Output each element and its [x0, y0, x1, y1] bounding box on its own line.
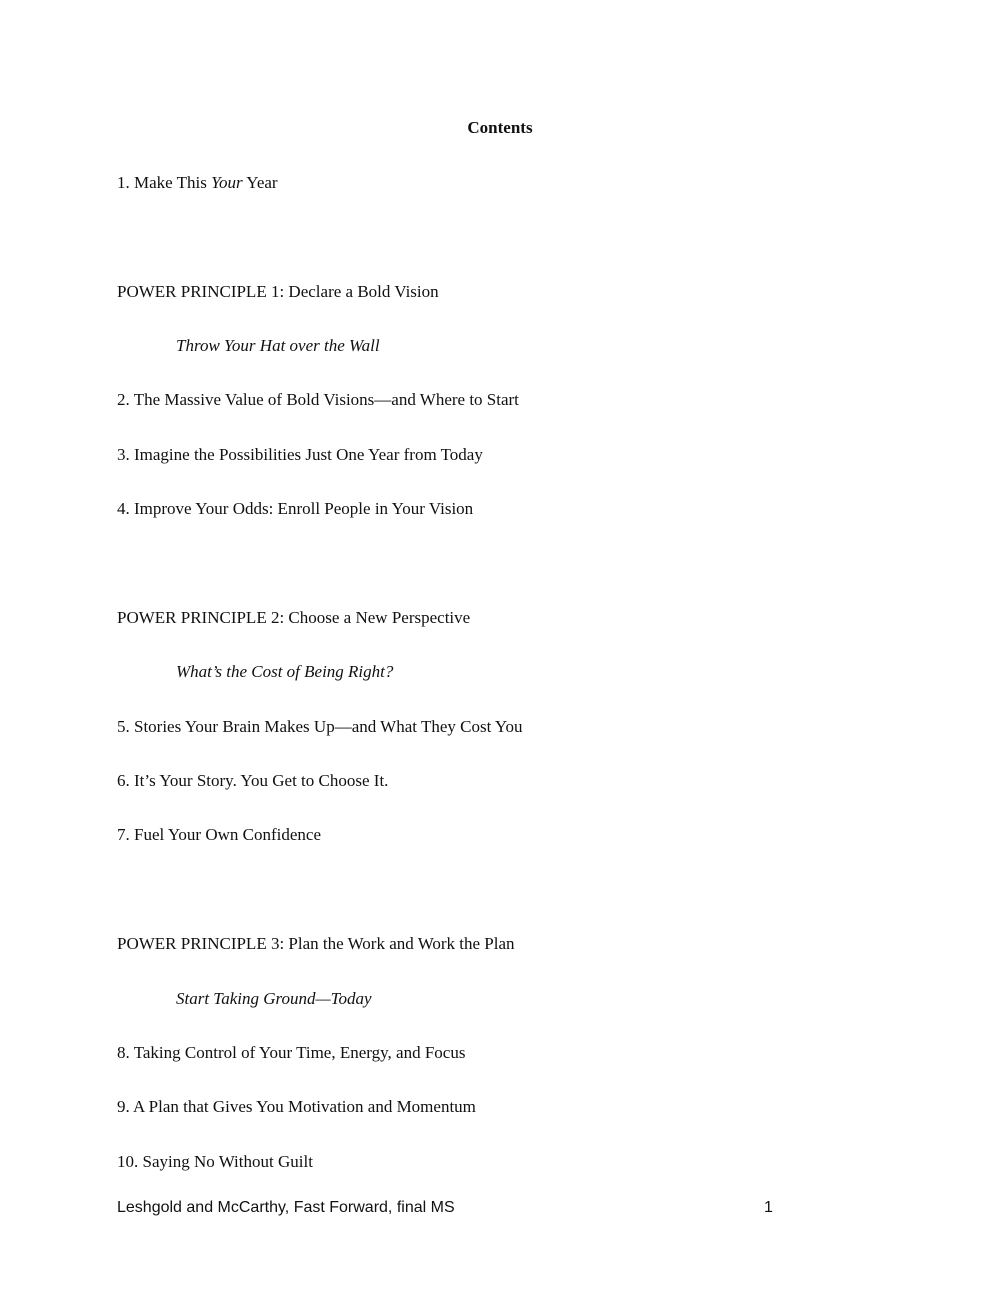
- toc-entry-chapter-9: 9. A Plan that Gives You Motivation and Momentum: [117, 1097, 476, 1116]
- toc-power-principle-1: POWER PRINCIPLE 1: Declare a Bold Vision: [117, 282, 439, 301]
- page-title: Contents: [467, 118, 533, 137]
- toc-entry-chapter-5: 5. Stories Your Brain Makes Up—and What They Cost You: [117, 717, 523, 736]
- toc-entry-suffix: Year: [242, 173, 278, 192]
- toc-power-principle-2: POWER PRINCIPLE 2: Choose a New Perspective: [117, 608, 471, 627]
- toc-entry-chapter-4: 4. Improve Your Odds: Enroll People in Your Vision: [117, 499, 474, 518]
- toc-principle-3-subtitle: Start Taking Ground—Today: [176, 989, 372, 1008]
- toc-entry-chapter-8: 8. Taking Control of Your Time, Energy, and Focus: [117, 1043, 466, 1062]
- toc-entry-chapter-1: [117, 172, 278, 194]
- toc-entry-chapter-6: 6. It’s Your Story. You Get to Choose It.: [117, 771, 389, 790]
- toc-power-principle-3: POWER PRINCIPLE 3: Plan the Work and Work the Plan: [117, 934, 515, 953]
- toc-entry-emphasis: Your: [211, 173, 243, 192]
- footer-running-head: Leshgold and McCarthy, Fast Forward, final MS: [117, 1199, 455, 1216]
- toc-principle-2-subtitle: What’s the Cost of Being Right?: [176, 662, 394, 681]
- toc-entry-chapter-3: 3. Imagine the Possibilities Just One Year from Today: [117, 445, 483, 464]
- toc-entry-prefix: 1. Make This: [117, 173, 212, 192]
- footer-page-number: 1: [764, 1199, 773, 1216]
- toc-principle-1-subtitle: Throw Your Hat over the Wall: [176, 336, 380, 355]
- toc-entry-chapter-2: 2. The Massive Value of Bold Visions—and Where to Start: [117, 390, 519, 409]
- toc-entry-chapter-10: 10. Saying No Without Guilt: [117, 1152, 313, 1171]
- toc-entry-chapter-7: 7. Fuel Your Own Confidence: [117, 825, 321, 844]
